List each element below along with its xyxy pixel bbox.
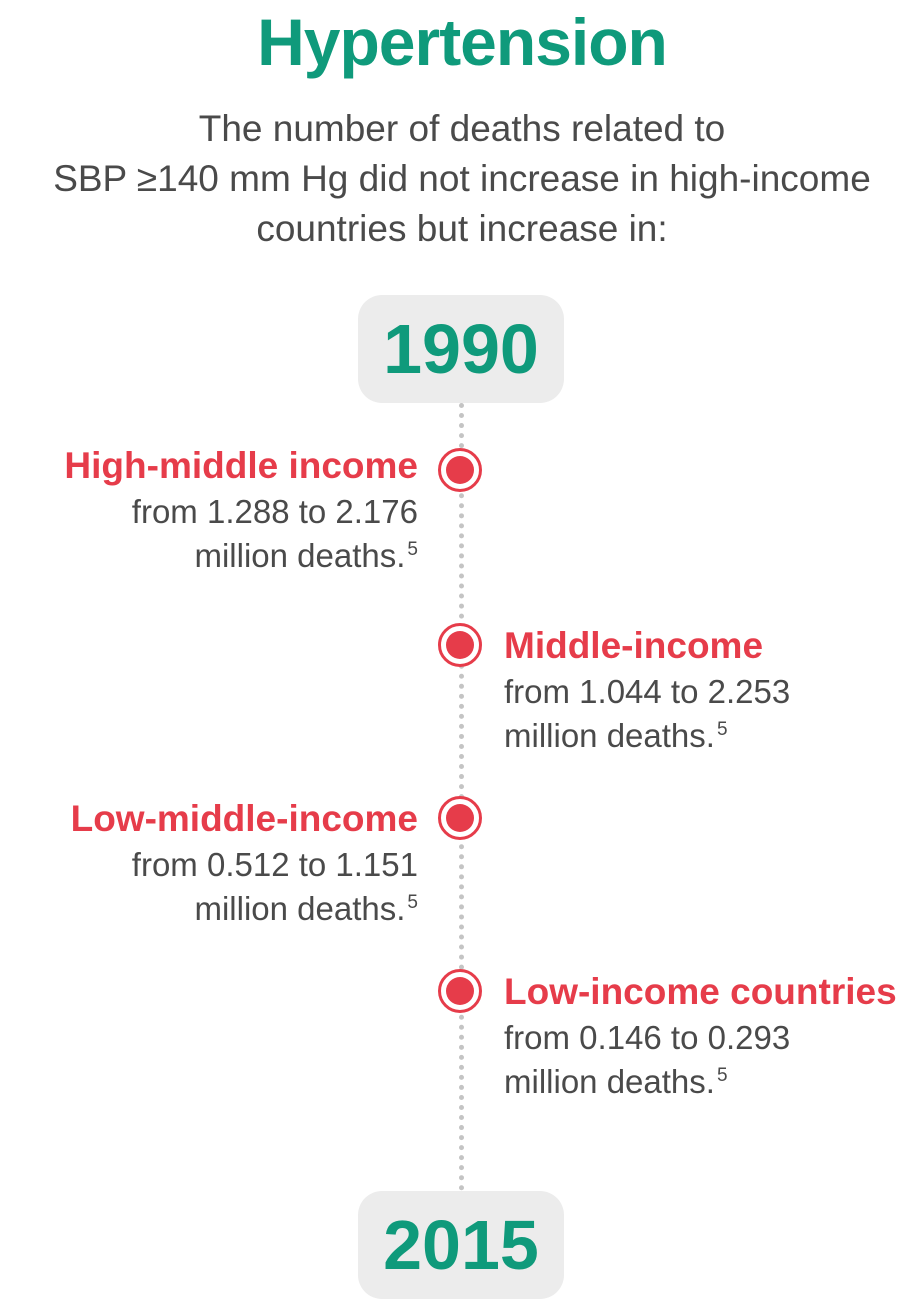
entry-range-text: from 1.044 to 2.253 <box>504 673 791 710</box>
footnote-marker: 5 <box>407 539 418 560</box>
entry-description <box>504 670 790 758</box>
entry-range-text: from 0.512 to 1.151 <box>131 846 418 883</box>
timeline-entry-low-income-countries <box>504 968 897 1104</box>
subtitle-line: The number of deaths related to <box>198 108 726 149</box>
entry-unit-line <box>504 1060 897 1104</box>
subtitle-line: SBP ≥140 mm Hg did not increase in high-income <box>53 158 871 199</box>
entry-description <box>71 843 418 931</box>
timeline-entry-high-middle-income <box>64 442 418 578</box>
timeline-marker-icon <box>438 623 482 667</box>
entry-label: Low-income countries <box>504 971 897 1012</box>
timeline-entry-middle-income <box>504 622 790 758</box>
subtitle-line: countries but increase in: <box>256 208 668 249</box>
entry-range-text: from 1.288 to 2.176 <box>131 493 418 530</box>
footnote-marker: 5 <box>407 892 418 913</box>
start-year-badge: 1990 <box>358 295 564 403</box>
entry-unit-line <box>504 714 790 758</box>
entry-label: High-middle income <box>64 445 418 486</box>
entry-label: Low-middle-income <box>70 798 418 839</box>
entry-unit-text: million deaths. <box>504 717 715 754</box>
entry-label: Middle-income <box>504 625 764 666</box>
footnote-marker: 5 <box>716 1065 728 1086</box>
entry-range-text: from 0.146 to 0.293 <box>504 1019 791 1056</box>
timeline-marker-icon <box>438 969 482 1013</box>
timeline-marker-icon <box>438 796 482 840</box>
entry-unit-line <box>71 887 418 931</box>
end-year-badge: 2015 <box>358 1191 564 1299</box>
subtitle <box>0 104 924 254</box>
footnote-marker: 5 <box>716 719 728 740</box>
entry-description <box>504 1016 897 1104</box>
entry-unit-text: million deaths. <box>504 1063 715 1100</box>
timeline-marker-icon <box>438 448 482 492</box>
entry-unit-text: million deaths. <box>194 537 406 574</box>
entry-unit-line <box>64 534 418 578</box>
entry-unit-text: million deaths. <box>194 890 406 927</box>
timeline-entry-low-middle-income <box>71 795 418 931</box>
entry-description <box>64 490 418 578</box>
page-title: Hypertension <box>257 5 667 79</box>
